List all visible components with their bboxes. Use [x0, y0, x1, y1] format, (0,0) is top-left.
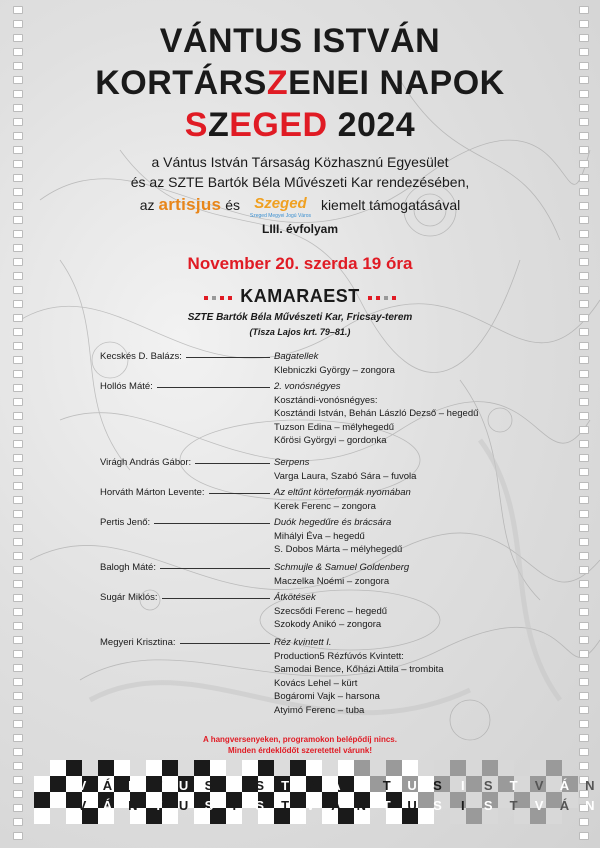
work-title: 2. vonósnégyes [274, 381, 341, 392]
band-letter: T [509, 778, 518, 793]
leader-line [180, 643, 270, 644]
szeged-logo: Szeged Szeged Megyei Jogú Város [249, 195, 312, 219]
band-letter: U [407, 778, 417, 793]
composer-name: Megyeri Krisztina: [100, 637, 176, 648]
checker-cell [34, 776, 50, 792]
notice: A hangversenyeken, programokon belépődíj nincs. Minden érdeklődőt szeretettel várunk! [203, 735, 397, 755]
event-date: November 20. szerda 19 óra [187, 254, 413, 273]
work-title: Az eltűnt körteformák nyomában [274, 487, 411, 498]
performer-line: Kőrösi Györgyi – gordonka [274, 435, 387, 446]
band-letter: Á [102, 778, 113, 793]
checker-cell [82, 760, 98, 776]
band-letter: T [154, 798, 163, 813]
performer-line: Kerek Ferenc – zongora [274, 500, 376, 512]
leader-line [157, 387, 270, 388]
checker-cell [50, 808, 66, 824]
organizer-line-1: a Vántus István Társaság Közhasznú Egyesület [151, 154, 449, 170]
band-letter: Á [559, 798, 570, 813]
checker-cell [50, 792, 66, 808]
band-letter: S [255, 798, 265, 813]
checker-cell [98, 760, 114, 776]
work-title: Schmujle & Samuel Goldenberg [274, 562, 410, 573]
performer-line: Kosztándi-vonósnégyes: [274, 394, 378, 406]
edition: LIII. évfolyam [261, 222, 339, 236]
band-letter: T [154, 778, 163, 793]
checker-cell [434, 760, 450, 776]
checker-cell [546, 760, 562, 776]
performer-line: Production5 Rézfúvós Kvintett: [274, 650, 404, 662]
leader-line [160, 568, 270, 569]
performer-line: Szokody Anikó – zongora [274, 619, 382, 630]
checker-cell [354, 760, 370, 776]
checker-cell [450, 760, 466, 776]
composer-name: Sugár Miklós: [100, 592, 158, 603]
band-letter: S [204, 798, 214, 813]
band-letter: N [128, 778, 138, 793]
checker-cell [274, 760, 290, 776]
work-title: Serpens [274, 457, 310, 468]
checker-banner [34, 760, 595, 832]
checker-cell [514, 760, 530, 776]
checker-cell [370, 760, 386, 776]
checker-cell [322, 760, 338, 776]
leader-line [162, 598, 270, 599]
performer-line: S. Dobos Márta – mélyhegedű [274, 544, 403, 555]
title-line-3: SZEGED 2024 [184, 106, 416, 144]
performer-line: Mihályi Éva – hegedű [274, 530, 365, 542]
band-letter: T [382, 778, 391, 793]
band-letter: I [461, 778, 465, 793]
band-letter: T [509, 798, 518, 813]
event-title: KAMARAEST [0, 286, 600, 308]
band-letter: U [407, 798, 417, 813]
band-letter: V [306, 798, 315, 813]
decor-squares-left [202, 287, 234, 308]
checker-cell [50, 776, 66, 792]
band-letter: N [128, 798, 138, 813]
band-letter: I [232, 778, 237, 793]
organizer-line-3: az artisjus és Szeged Szeged Megyei Jogú Város kiemelt támogatásával [139, 195, 461, 219]
title-line-2: KORTÁRSZENEI NAPOK [95, 64, 505, 102]
checker-cell [258, 760, 274, 776]
performer-line: Varga Laura, Szabó Sára – fuvola [274, 470, 417, 482]
performer-line: Atyimó Ferenc – tuba [274, 704, 365, 716]
checker-cell [194, 760, 210, 776]
checker-cell [66, 760, 82, 776]
checker-cell [162, 760, 178, 776]
checker-cell [306, 760, 322, 776]
band-letter: V [77, 778, 87, 793]
work-title: Duók hegedűre és brácsára [274, 517, 392, 528]
band-letter: V [534, 798, 544, 813]
performer-line: Klebniczki György – zongora [274, 364, 395, 376]
band-letter: S [433, 798, 442, 813]
performer-line: Szecsődi Ferenc – hegedű [274, 605, 388, 617]
checker-cell [50, 760, 66, 776]
composer-name: Virágh András Gábor: [100, 457, 192, 468]
band-letter: Á [331, 778, 341, 793]
band-letter: I [232, 798, 237, 813]
band-letter: T [281, 778, 290, 793]
band-letter: N [356, 798, 366, 813]
checker-cell [178, 760, 194, 776]
band-letter: N [356, 778, 366, 793]
performer-line: Tuzson Edina – mélyhegedű [274, 421, 395, 433]
band-letter: Á [331, 798, 341, 813]
performer-line: Bogáromi Vajk – harsona [274, 691, 380, 702]
band-letter: V [534, 778, 544, 793]
checker-cell [466, 760, 482, 776]
leader-line [186, 357, 270, 358]
band-letter: V [306, 778, 315, 793]
checker-cell [34, 808, 50, 824]
checker-cell [146, 760, 162, 776]
checker-cell [34, 792, 50, 808]
band-letter: N [585, 778, 595, 793]
band-letter: S [483, 798, 493, 813]
checker-cell [530, 760, 546, 776]
decor-squares-right [366, 287, 398, 308]
letter-band-bottom [70, 798, 600, 814]
checker-cell [226, 760, 242, 776]
venue-address: (Tisza Lajos krt. 79–81.) [249, 327, 351, 337]
checker-cell [114, 760, 130, 776]
checker-cell [402, 760, 418, 776]
band-letter: S [204, 778, 214, 793]
band-letter: I [461, 798, 465, 813]
checker-cell [386, 760, 402, 776]
leader-line [209, 493, 270, 494]
checker-cell [290, 760, 306, 776]
composer-name: Horváth Márton Levente: [100, 487, 205, 498]
band-letter: N [585, 798, 595, 813]
band-letter: V [77, 798, 87, 813]
artisjus-logo: artisjus [158, 195, 222, 215]
band-letter: U [178, 798, 189, 813]
band-letter: Á [559, 778, 570, 793]
performer-line: Kosztándi István, Behán László Dezső – hegedű [274, 408, 479, 419]
work-title: Átkötések [274, 592, 316, 603]
composer-name: Balogh Máté: [100, 562, 156, 573]
band-letter: U [178, 778, 189, 793]
composer-name: Hollós Máté: [100, 381, 153, 392]
title-line-1: VÁNTUS ISTVÁN [159, 22, 441, 60]
letter-band-top [70, 778, 600, 794]
band-letter: Á [102, 798, 113, 813]
composer-name: Pertis Jenő: [100, 517, 151, 528]
checker-cell [34, 760, 50, 776]
leader-line [154, 523, 270, 524]
venue: SZTE Bartók Béla Művészeti Kar, Fricsay-terem [187, 312, 413, 323]
organizer-line-2: és az SZTE Bartók Béla Művészeti Kar rendezésében, [130, 174, 470, 190]
leader-line [195, 463, 270, 464]
checker-cell [562, 760, 578, 776]
band-letter: T [281, 798, 290, 813]
band-letter: S [255, 778, 265, 793]
composer-name: Kecskés D. Balázs: [100, 351, 182, 362]
band-letter: S [483, 778, 493, 793]
checker-cell [210, 760, 226, 776]
performer-line: Samodai Bence, Kőházi Attila – trombita [274, 664, 444, 675]
band-letter: T [382, 798, 391, 813]
work-title: Réz kvintett I. [274, 637, 332, 648]
band-letter: S [433, 778, 442, 793]
checker-cell [130, 760, 146, 776]
checker-cell [418, 760, 434, 776]
work-title: Bagatellek [274, 351, 319, 362]
checker-cell [242, 760, 258, 776]
performer-line: Kovács Lehel – kürt [274, 677, 358, 689]
performer-line: Maczelka Noémi – zongora [274, 575, 390, 587]
checker-cell [338, 760, 354, 776]
checker-cell [482, 760, 498, 776]
checker-cell [498, 760, 514, 776]
